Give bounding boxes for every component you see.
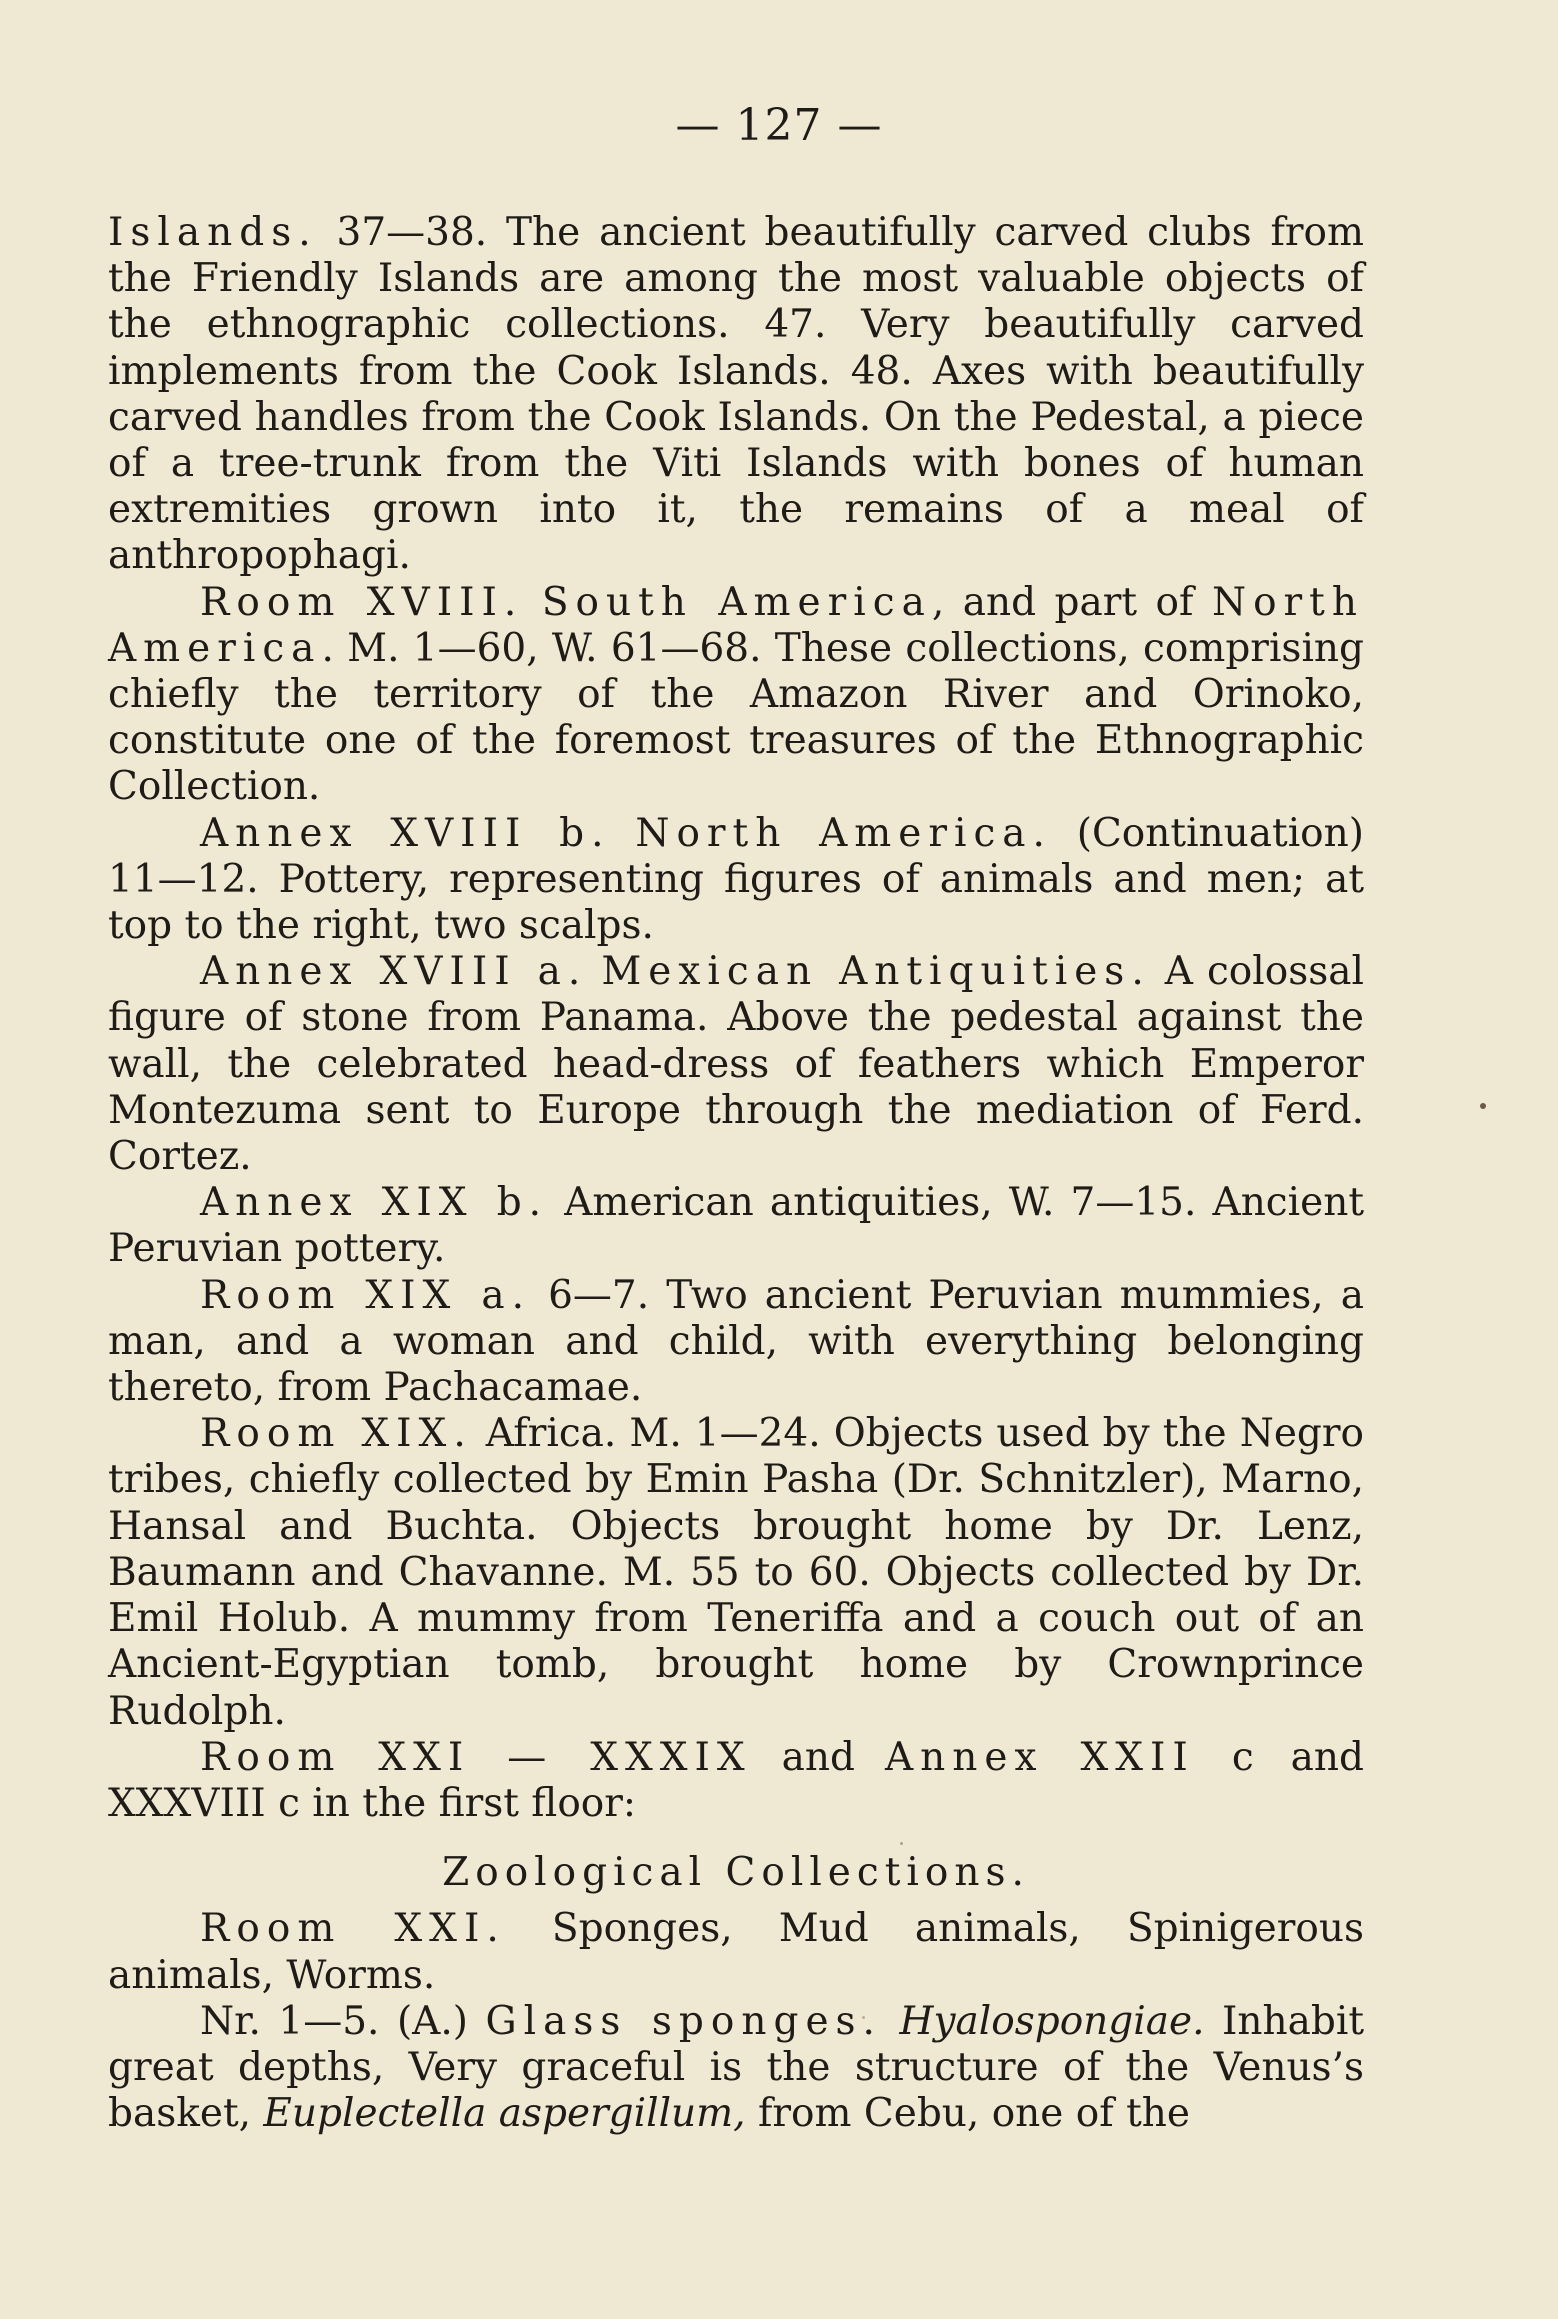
paragraph-annex-xix-b (108, 1180, 1364, 1272)
paragraph-annex-xviii-a (108, 949, 1364, 1180)
paper-speck (1480, 1103, 1486, 1109)
paragraph-text: . M. 1—60, W. 61—68. These collections, comprising chiefly the territory of the Amazon River and Orinoko, constitute one of the foremost treasures of the Ethnographic Collection. (108, 625, 1364, 810)
spaced-lead: Annex XXII c (885, 1734, 1261, 1780)
spaced-lead: Annex XVIII b. (200, 810, 611, 856)
italic-taxon: Hyalospongiae. (899, 1998, 1205, 2044)
spaced-lead: Glass sponges. (485, 1998, 882, 2044)
spaced-lead: North America. (635, 810, 1052, 856)
page-number: — 127 — (675, 100, 883, 151)
paragraph-text: Inhabit great depths, Very graceful is the structure of the Venus’s basket, (108, 1998, 1364, 2137)
paragraph-text: and XXXVIII c in the first floor: (108, 1734, 1364, 1826)
spaced-lead: Annex XVIII a. (200, 949, 588, 995)
connector-text (611, 811, 636, 856)
section-heading: Zoological Collections. (442, 1850, 1030, 1896)
item-number: Nr. 1—5. (A.) (200, 1998, 486, 2044)
paragraph-text: Sponges, Mud animals, Spinigerous animals, Worms. (108, 1906, 1364, 1998)
paragraph-islands (108, 210, 1364, 580)
body-text (108, 210, 1364, 2137)
connector-text (523, 580, 541, 625)
paragraph-room-xxi-xxxix (108, 1735, 1364, 1827)
spaced-lead: South America (541, 579, 932, 625)
paragraph-text: A colossal figure of stone from Panama. Above the pedestal against the wall, the celebrated head-dress of feathers which Emperor Montezuma sent to Europe through the mediation of Ferd. Cortez. (108, 949, 1364, 1180)
paper-speck (862, 2016, 865, 2019)
connector-text: and (751, 1734, 886, 1780)
paper-speck (900, 1842, 903, 1845)
paragraph-text: American antiquities, W. 7—15. Ancient Peruvian pottery. (108, 1180, 1364, 1272)
paragraph-glass-sponges (108, 1999, 1364, 2138)
connector-text: , and part of (931, 579, 1212, 625)
spaced-lead: Annex XIX b. (200, 1180, 549, 1226)
paragraph-room-xviii (108, 580, 1364, 811)
connector-text (587, 949, 601, 994)
spaced-lead: North America (108, 579, 1364, 671)
paragraph-room-xxi (108, 1906, 1364, 1998)
spaced-lead: Room XXI. (200, 1906, 506, 1952)
spaced-lead: Room XXI — XXXIX (200, 1734, 752, 1780)
paragraph-room-xix-a (108, 1273, 1364, 1412)
spaced-lead: Islands. (108, 210, 318, 255)
paragraph-text: 6—7. Two ancient Peruvian mummies, a man, and a woman and child, with everything belonging thereto, from Pachacamae. (108, 1272, 1364, 1411)
spaced-lead: Mexican Antiquities. (601, 949, 1151, 995)
paragraph-text: from Cebu, one of the (745, 2091, 1190, 2137)
spaced-lead: Room XIX a. (200, 1272, 532, 1318)
paragraph-text: (Continuation) 11—12. Pottery, representing figures of animals and men; at top to the right, two scalps. (108, 810, 1364, 949)
spaced-lead: Room XVIII. (200, 579, 524, 625)
paragraph-text: Africa. M. 1—24. Objects used by the Negro tribes, chiefly collected by Emin Pasha (Dr. Schnitzler), Marno, Hansal and Buchta. Objects brought home by Dr. Lenz, Baumann and Chavanne. M. 55 to 60. Objects collected by Dr. Emil Holub. A mummy from Teneriffa and a couch out of an Ancient-Egyptian tomb, brought home by Crownprince Rudolph. (108, 1411, 1364, 1734)
italic-taxon: Euplectella aspergillum, (263, 2091, 746, 2137)
paragraph-annex-xviii-b (108, 811, 1364, 950)
paragraph-room-xix (108, 1411, 1364, 1734)
paragraph-text: 37—38. The ancient beautifully carved clubs from the Friendly Islands are among the most valuable objects of the ethnographic collections. 47. Very beautifully carved implements from the Cook Islands. 48. Axes with beautifully carved handles from the Cook Islands. On the Pedestal, a piece of a tree-trunk from the Viti Islands with bones of human extremities grown into it, the remains of a meal of anthropophagi. (108, 210, 1364, 579)
spaced-lead: Room XIX. (200, 1411, 473, 1457)
connector-text (882, 1999, 900, 2044)
